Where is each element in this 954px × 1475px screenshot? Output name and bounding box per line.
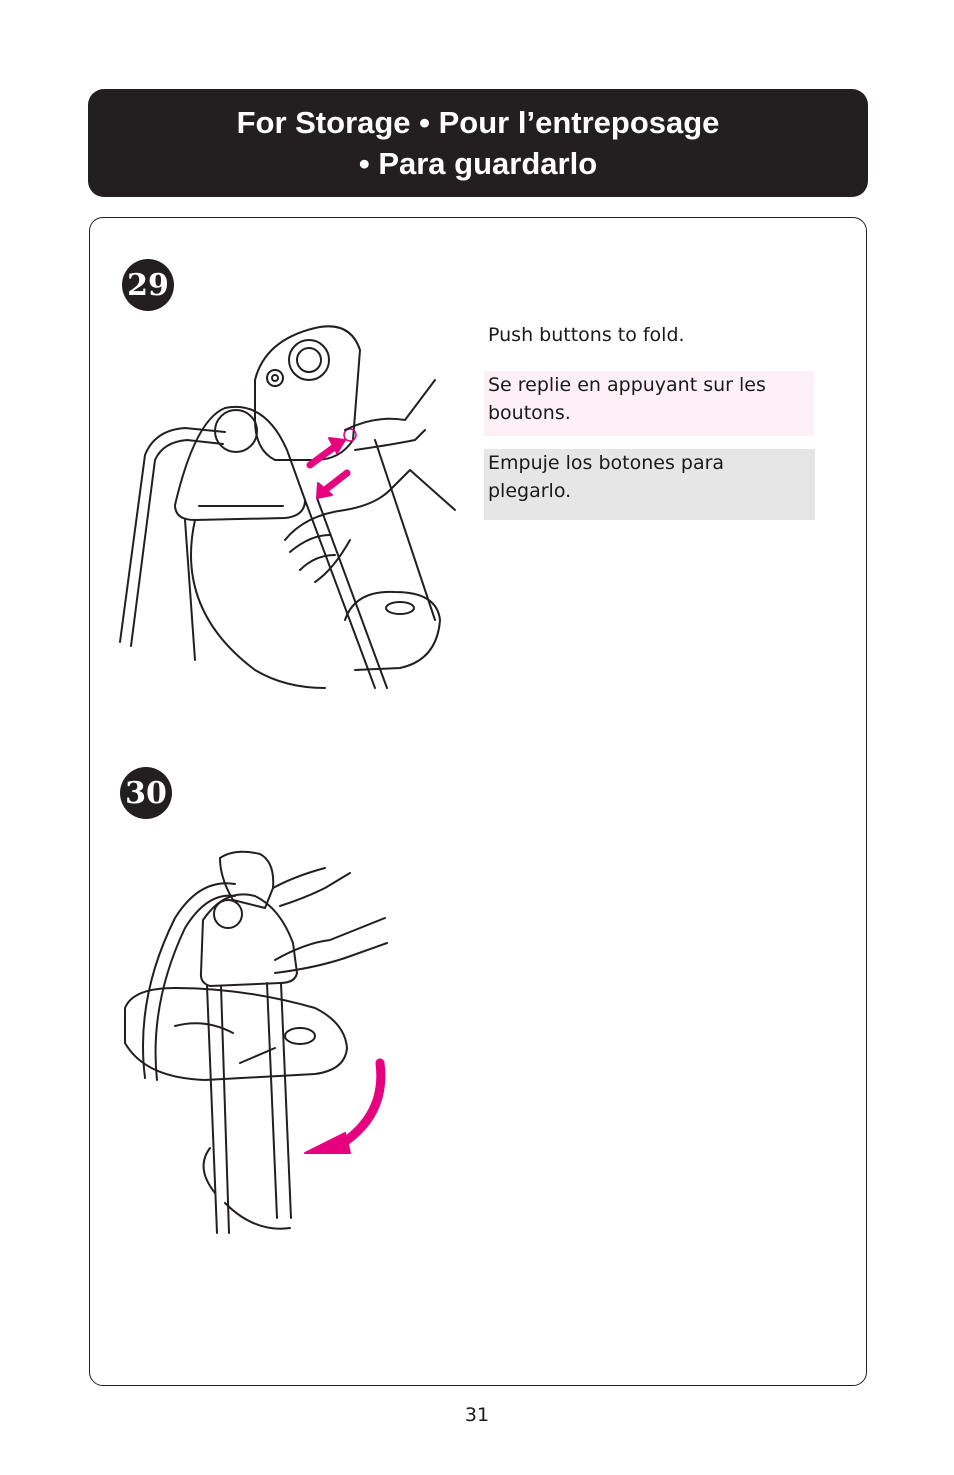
step-29-instruction-en: Push buttons to fold. xyxy=(488,324,685,346)
page-number: 31 xyxy=(464,1404,490,1426)
step-number-badge: 30 xyxy=(120,767,172,819)
header-title-line-1: For Storage • Pour l’entreposage xyxy=(236,105,720,140)
step-number-badge: 29 xyxy=(122,259,174,311)
step-29-instruction-fr: Se replie en appuyant sur les boutons. xyxy=(484,371,814,436)
step-29-instruction-es: Empuje los botones para plegarlo. xyxy=(484,449,815,520)
header-title-line-2: • Para guardarlo xyxy=(358,146,598,181)
swing-folding-illustration xyxy=(115,848,395,1243)
section-header xyxy=(88,89,868,197)
swing-fold-buttons-illustration xyxy=(115,320,465,690)
